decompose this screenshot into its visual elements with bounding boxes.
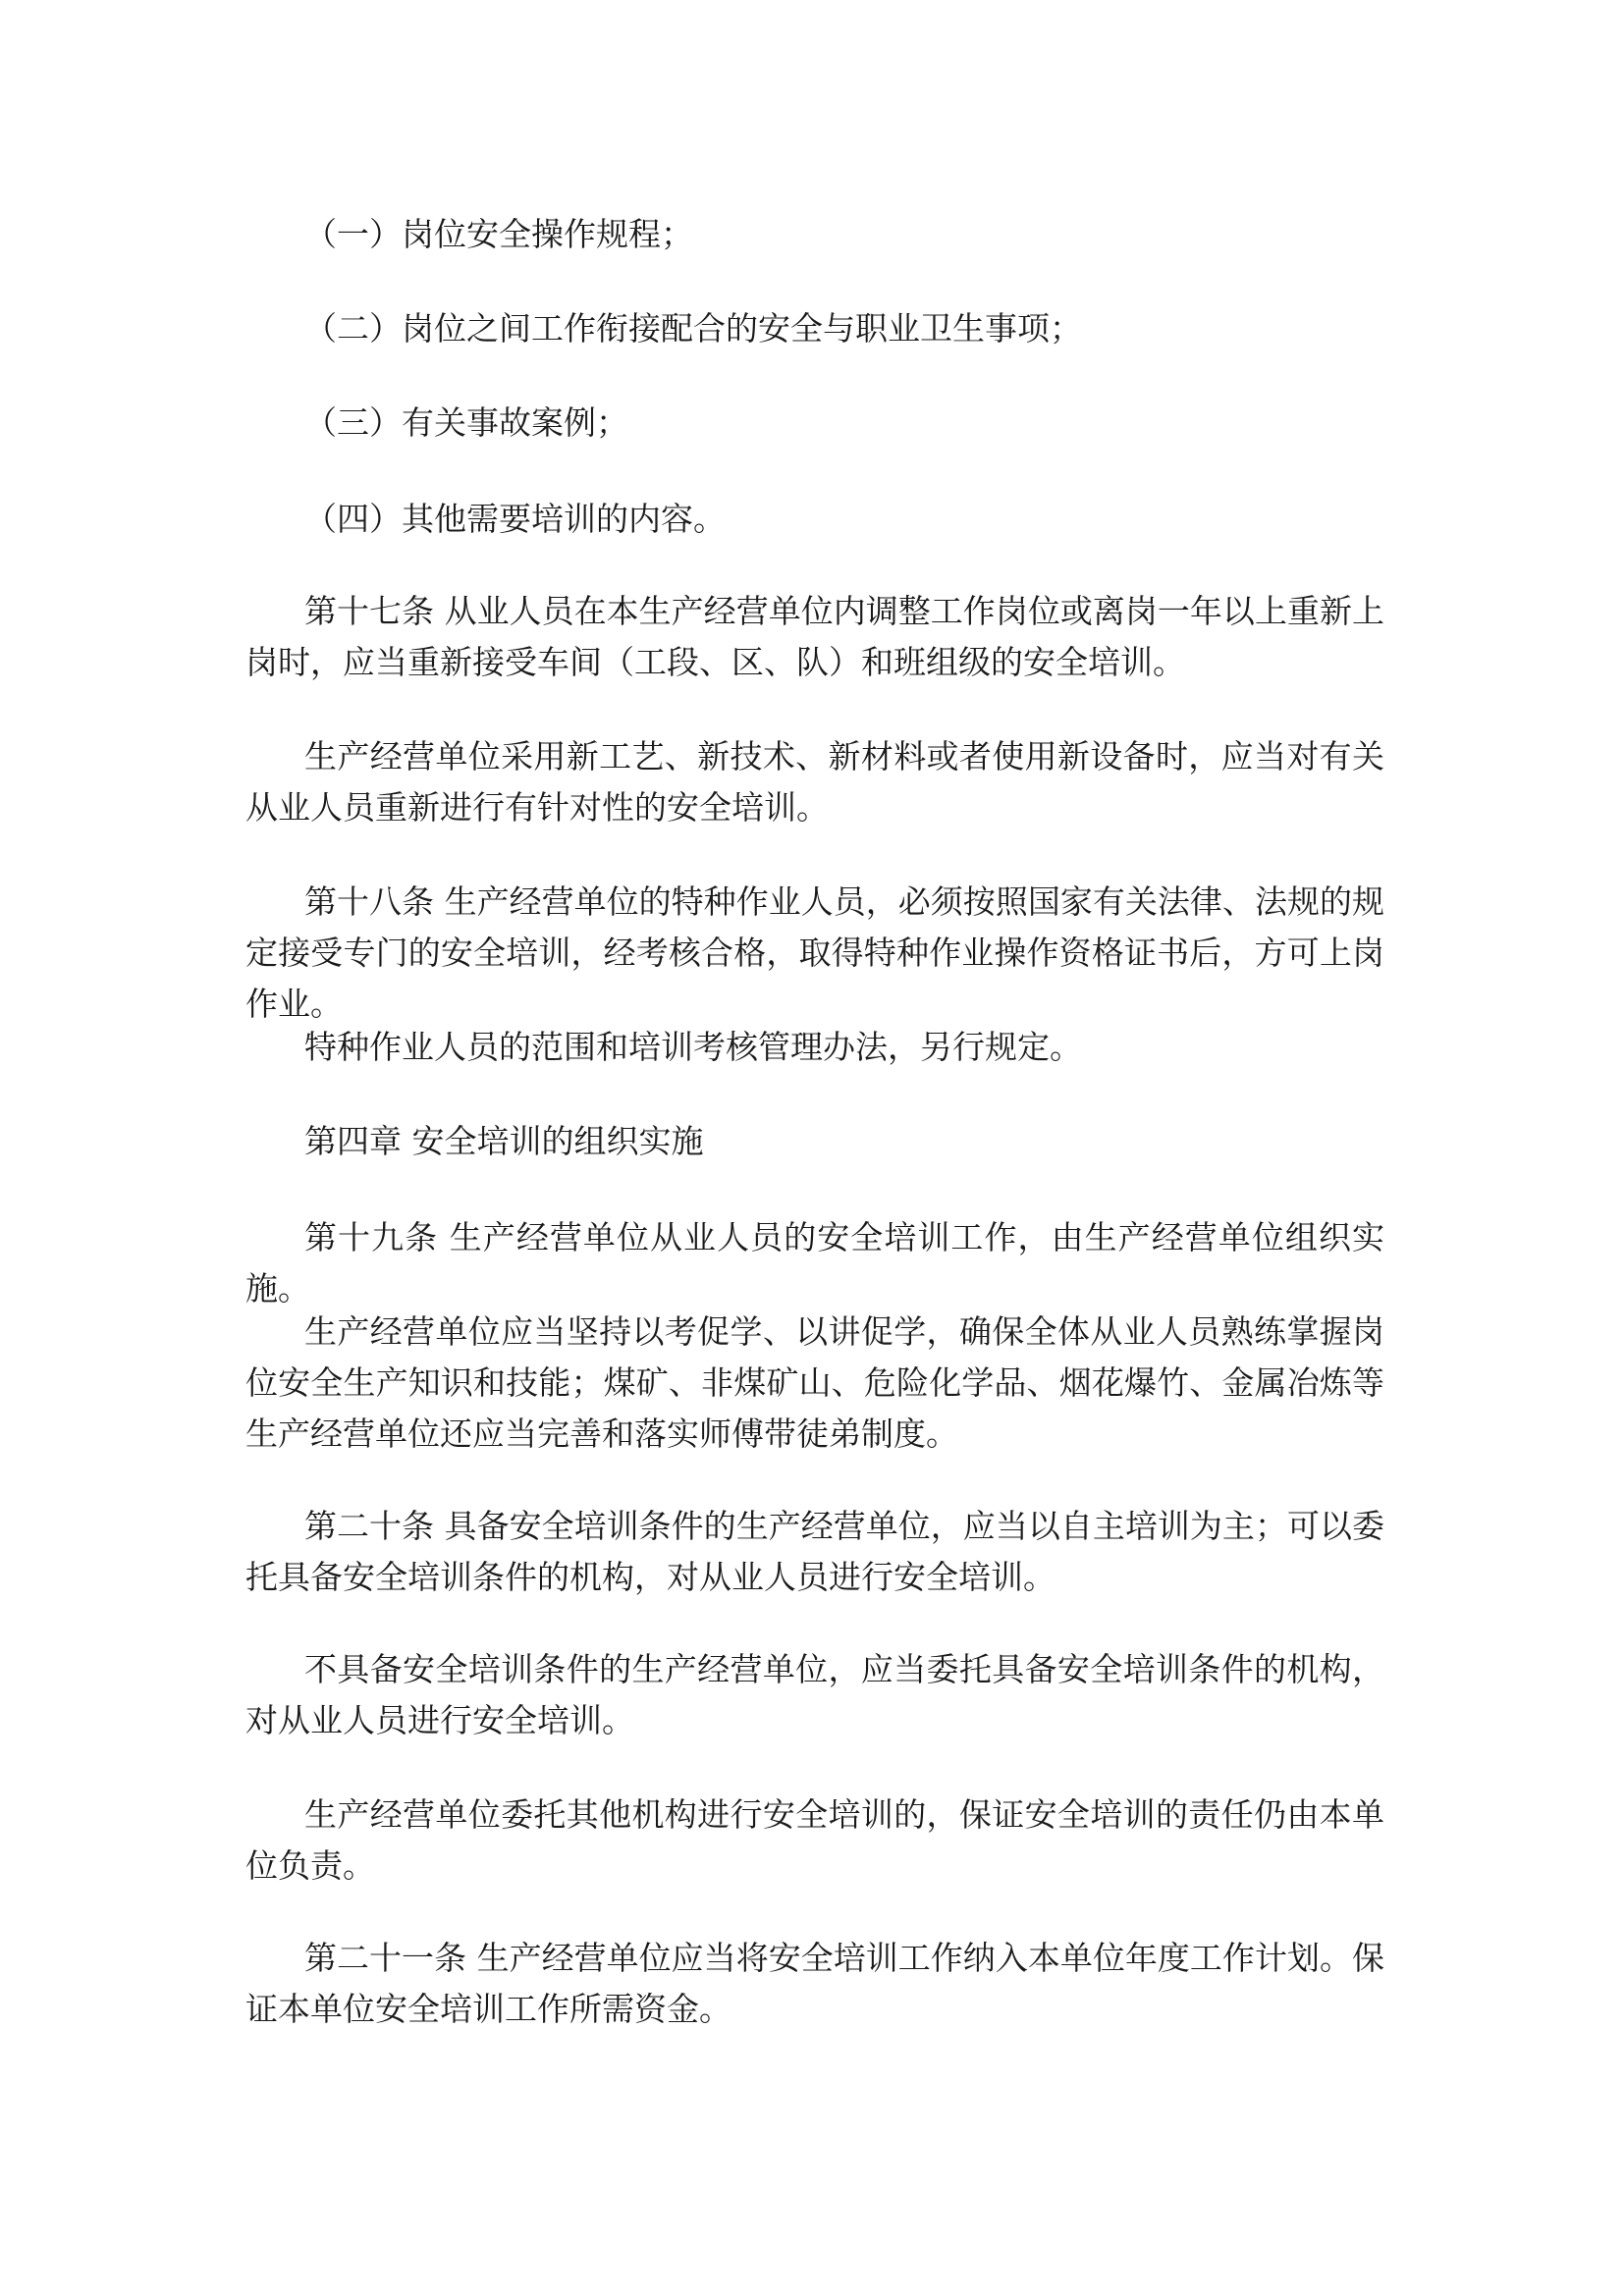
paragraph-item-3: （三）有关事故案例； (304, 403, 628, 442)
article-21: 第二十一条 生产经营单位应当将安全培训工作纳入本单位年度工作计划。保证本单位安全培训工作所需资金。 (245, 1939, 1384, 2028)
paragraph-training-methods: 生产经营单位应当坚持以考促学、以讲促学，确保全体从业人员熟练掌握岗位安全生产知识和技能；煤矿、非煤矿山、危险化学品、烟花爆竹、金属冶炼等生产经营单位还应当完善和落实师傅带徒弟制度。 (245, 1312, 1384, 1453)
paragraph-special-personnel: 特种作业人员的范围和培训考核管理办法，另行规定。 (304, 1028, 1082, 1066)
paragraph-item-4: （四）其他需要培训的内容。 (304, 500, 726, 538)
paragraph-responsibility: 生产经营单位委托其他机构进行安全培训的，保证安全培训的责任仍由本单位负责。 (245, 1795, 1384, 1885)
article-18: 第十八条 生产经营单位的特种作业人员，必须按照国家有关法律、法规的规定接受专门的安全培训，经考核合格，取得特种作业操作资格证书后，方可上岗作业。 (245, 882, 1384, 1023)
paragraph-entrust-institution: 不具备安全培训条件的生产经营单位，应当委托具备安全培训条件的机构，对从业人员进行安全培训。 (245, 1650, 1384, 1739)
article-19: 第十九条 生产经营单位从业人员的安全培训工作，由生产经营单位组织实施。 (245, 1218, 1384, 1308)
article-17: 第十七条 从业人员在本生产经营单位内调整工作岗位或离岗一年以上重新上岗时，应当重新接受车间（工段、区、队）和班组级的安全培训。 (245, 592, 1384, 681)
paragraph-new-equipment: 生产经营单位采用新工艺、新技术、新材料或者使用新设备时，应当对有关从业人员重新进行有针对性的安全培训。 (245, 737, 1384, 827)
paragraph-item-2: （二）岗位之间工作衔接配合的安全与职业卫生事项； (304, 309, 1082, 347)
article-20: 第二十条 具备安全培训条件的生产经营单位，应当以自主培训为主；可以委托具备安全培训条件的机构，对从业人员进行安全培训。 (245, 1507, 1384, 1596)
chapter-4-heading: 第四章 安全培训的组织实施 (304, 1122, 704, 1160)
paragraph-item-1: （一）岗位安全操作规程； (304, 215, 693, 253)
